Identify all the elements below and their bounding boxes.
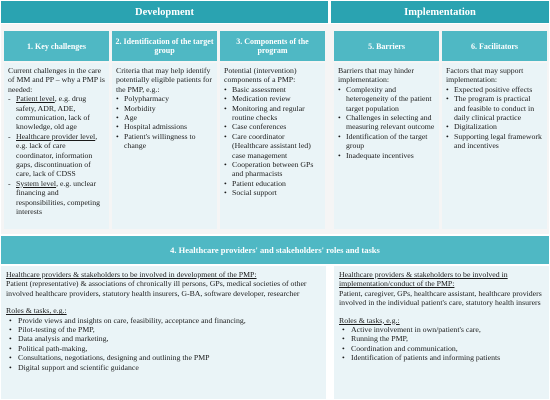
list-item: • Provide views and insights on care, feasibility, acceptance and financing,: [6, 316, 321, 325]
implementation-stakeholders-heading: Healthcare providers & stakeholders to be involved in implementation/conduct of the PMP:: [339, 270, 508, 289]
list-item: • The program is practical and feasible to conduct in daily clinical practice: [446, 94, 543, 122]
list-item: • Expected positive effects: [446, 85, 543, 94]
development-stakeholders-text: Patient (representative) & associations of chronically ill persons, GPs, medical societies of other involved healthcare providers, statutory health insurers, G-BA, software developer, researcher: [6, 279, 307, 298]
development-header: Development: [1, 1, 328, 23]
roles-tasks-header: 4. Healthcare providers' and stakeholders' roles and tasks: [1, 236, 549, 264]
list-item: • Patient education: [224, 179, 321, 188]
list-item: • Basic assessment: [224, 85, 321, 94]
list-item: • Data analysis and marketing,: [6, 334, 321, 343]
list-item: • Pilot-testing of the PMP,: [6, 325, 321, 334]
key-challenges-intro: Current challenges in the care of MM and PP – why a PMP is needed:: [8, 66, 105, 94]
column-header-key-challenges: 1. Key challenges: [4, 31, 109, 61]
development-stakeholders-box: [1, 266, 326, 399]
list-item: • Polypharmacy: [116, 94, 213, 103]
list-item: • Care coordinator (Healthcare assistant led) case management: [224, 132, 321, 160]
implementation-roles-heading: Roles & tasks, e.g.:: [339, 315, 400, 325]
components-intro: Potential (intervention) components of a PMP:: [224, 66, 297, 85]
list-item: - Patient level, e.g. drug safety, ADR, ADE, communication, lack of knowledge, old age: [8, 94, 105, 132]
list-item: • Political path-making,: [6, 344, 321, 353]
list-item: • Inadequate incentives: [338, 151, 435, 160]
list-item: • Coordination and communication,: [339, 344, 544, 353]
list-item: • Consultations, negotiations, designing and outlining the PMP: [6, 353, 321, 362]
development-roles-heading: Roles & tasks, e.g.:: [6, 306, 67, 316]
list-item: • Cooperation between GPs and pharmacists: [224, 160, 321, 179]
implementation-header: Implementation: [331, 1, 549, 23]
list-item: • Age: [116, 113, 213, 122]
list-item: • Hospital admissions: [116, 122, 213, 131]
implementation-stakeholders-text: Patient, caregiver, GPs, healthcare assistant, healthcare providers involved in the individual patient's care, statutory health insurers: [339, 288, 542, 308]
barriers-intro: Barriers that may hinder implementation:: [338, 66, 414, 85]
list-item: • Running the PMP,: [339, 334, 544, 343]
list-item: • Monitoring and regular routine checks: [224, 104, 321, 123]
column-header-barriers: 5. Barriers: [334, 31, 439, 61]
list-item: • Case conferences: [224, 122, 321, 131]
list-item: • Patient's willingness to change: [116, 132, 213, 151]
column-body-facilitators: [442, 63, 547, 229]
list-item: • Social support: [224, 188, 321, 197]
development-stakeholders-heading: Healthcare providers & stakeholders to be involved in development of the PMP:: [6, 270, 257, 279]
target-group-intro: Criteria that may help identify potentially eligible patients for the PMP, e.g.:: [116, 66, 212, 94]
column-body-key-challenges: [4, 63, 109, 229]
list-item: • Medication review: [224, 94, 321, 103]
list-item: • Digitalization: [446, 122, 543, 131]
list-item: • Identification of patients and informing patients: [339, 353, 544, 362]
column-body-target-group: [112, 63, 217, 229]
list-item: • Morbidity: [116, 104, 213, 113]
list-item: • Identification of the target group: [338, 132, 435, 151]
column-header-facilitators: 6. Facilitators: [442, 31, 547, 61]
column-header-components: 3. Components of the program: [220, 31, 325, 61]
list-item: • Challenges in selecting and measuring relevant outcome: [338, 113, 435, 132]
column-header-target-group: 2. Identification of the target group: [112, 31, 217, 61]
list-item: - Healthcare provider level, e.g. lack of care coordinator, information gaps, discontinuation of care, lack of CDSS: [8, 132, 105, 179]
list-item: • Supporting legal framework and incentives: [446, 132, 543, 151]
list-item: • Digital support and scientific guidance: [6, 363, 321, 372]
facilitators-intro: Factors that may support implementation:: [446, 66, 524, 85]
list-item: • Active involvement in own/patient's care,: [339, 325, 544, 334]
implementation-stakeholders-box: [334, 266, 549, 399]
column-body-barriers: [334, 63, 439, 229]
list-item: • Complexity and heterogeneity of the patient target population: [338, 85, 435, 113]
column-body-components: [220, 63, 325, 229]
list-item: - System level, e.g. unclear financing and responsibilities, competing interests: [8, 179, 105, 217]
